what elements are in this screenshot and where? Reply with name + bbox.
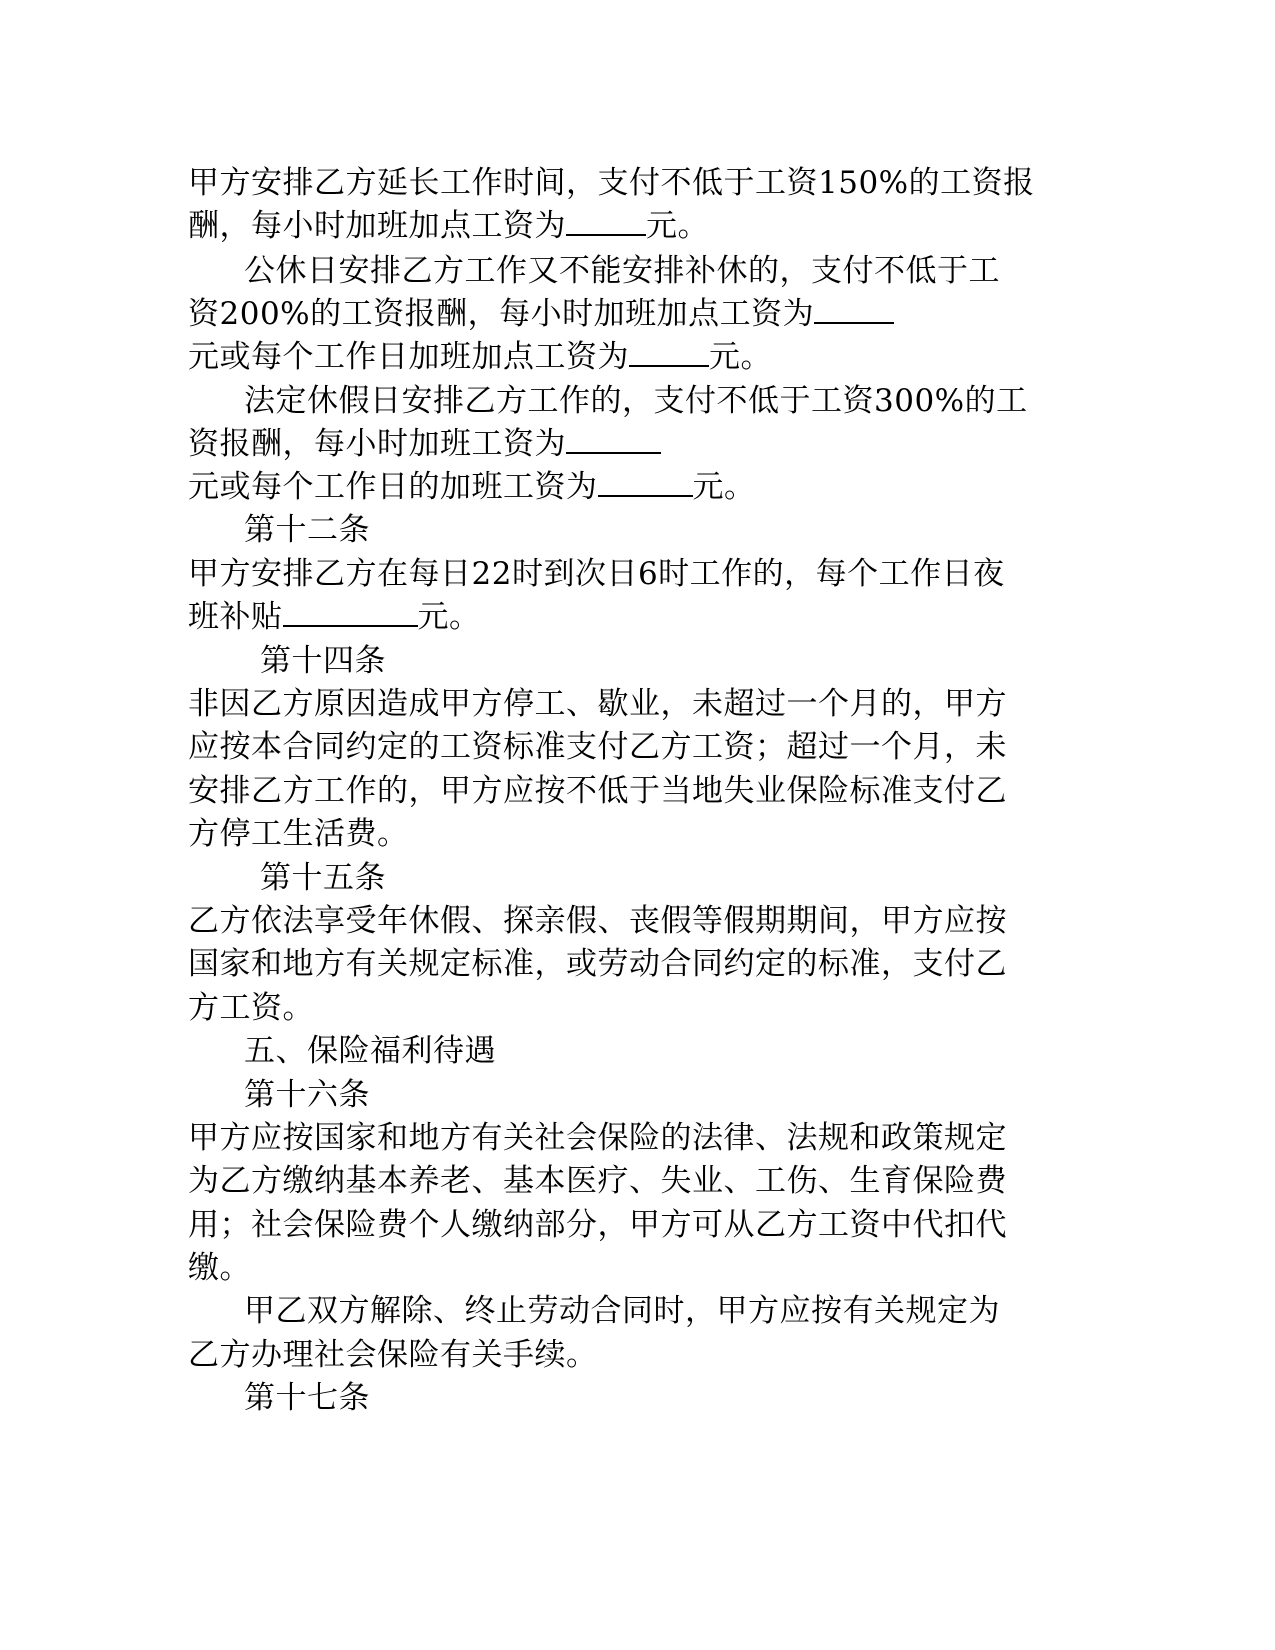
paragraph-line [188,424,661,464]
paragraph-line: 乙方依法享受年休假、探亲假、丧假等假期期间，甲方应按 [188,903,1007,939]
article-heading: 第十五条 [260,860,386,896]
line-text: 元。 [709,339,772,375]
paragraph-line: 甲方安排乙方在每日22时到次日6时工作的，每个工作日夜 [188,556,1005,592]
fill-blank [566,206,646,236]
fill-blank [598,467,693,497]
paragraph-line: 甲方安排乙方延长工作时间，支付不低于工资150%的工资报 [188,165,1035,201]
paragraph-line [188,597,481,637]
line-text: 元或每个工作日加班加点工资为 [188,339,629,375]
paragraph-line: 非因乙方原因造成甲方停工、歇业，未超过一个月的，甲方 [188,686,1007,722]
line-text: 班补贴 [188,599,283,635]
section-heading: 五、保险福利待遇 [244,1033,496,1069]
paragraph-line [188,206,709,246]
paragraph-line: 乙方办理社会保险有关手续。 [188,1337,598,1373]
paragraph-line [188,337,772,377]
fill-blank [629,337,709,367]
line-text: 元。 [417,599,481,635]
paragraph-line: 缴。 [188,1250,251,1286]
article-heading: 第十七条 [244,1380,370,1416]
fill-blank [283,597,418,627]
paragraph-line: 为乙方缴纳基本养老、基本医疗、失业、工伤、生育保险费 [188,1163,1007,1199]
line-text: 元。 [646,208,709,244]
line-text: 资报酬，每小时加班工资为 [188,426,566,462]
line-text: 元。 [692,469,756,505]
paragraph-line: 用；社会保险费个人缴纳部分，甲方可从乙方工资中代扣代 [188,1207,1007,1243]
paragraph-line: 安排乙方工作的，甲方应按不低于当地失业保险标准支付乙 [188,773,1007,809]
paragraph-line: 方工资。 [188,990,314,1026]
paragraph-line: 国家和地方有关规定标准，或劳动合同约定的标准，支付乙 [188,946,1007,982]
paragraph-line: 方停工生活费。 [188,816,409,852]
line-text: 酬，每小时加班加点工资为 [188,208,566,244]
paragraph-line [188,467,756,507]
article-heading: 第十六条 [244,1077,370,1113]
paragraph-line: 公休日安排乙方工作又不能安排补休的，支付不低于工 [244,253,1000,289]
paragraph-line: 甲乙双方解除、终止劳动合同时，甲方应按有关规定为 [244,1293,1000,1329]
paragraph-line [188,294,894,334]
paragraph-line: 法定休假日安排乙方工作的，支付不低于工资300%的工 [244,383,1028,419]
fill-blank [814,294,894,324]
fill-blank [566,424,661,454]
line-text: 资200%的工资报酬，每小时加班加点工资为 [188,296,815,332]
article-heading: 第十四条 [260,643,386,679]
line-text: 元或每个工作日的加班工资为 [188,469,598,505]
article-heading: 第十二条 [244,512,370,548]
paragraph-line: 甲方应按国家和地方有关社会保险的法律、法规和政策规定 [188,1120,1007,1156]
paragraph-line: 应按本合同约定的工资标准支付乙方工资；超过一个月，未 [188,729,1007,765]
